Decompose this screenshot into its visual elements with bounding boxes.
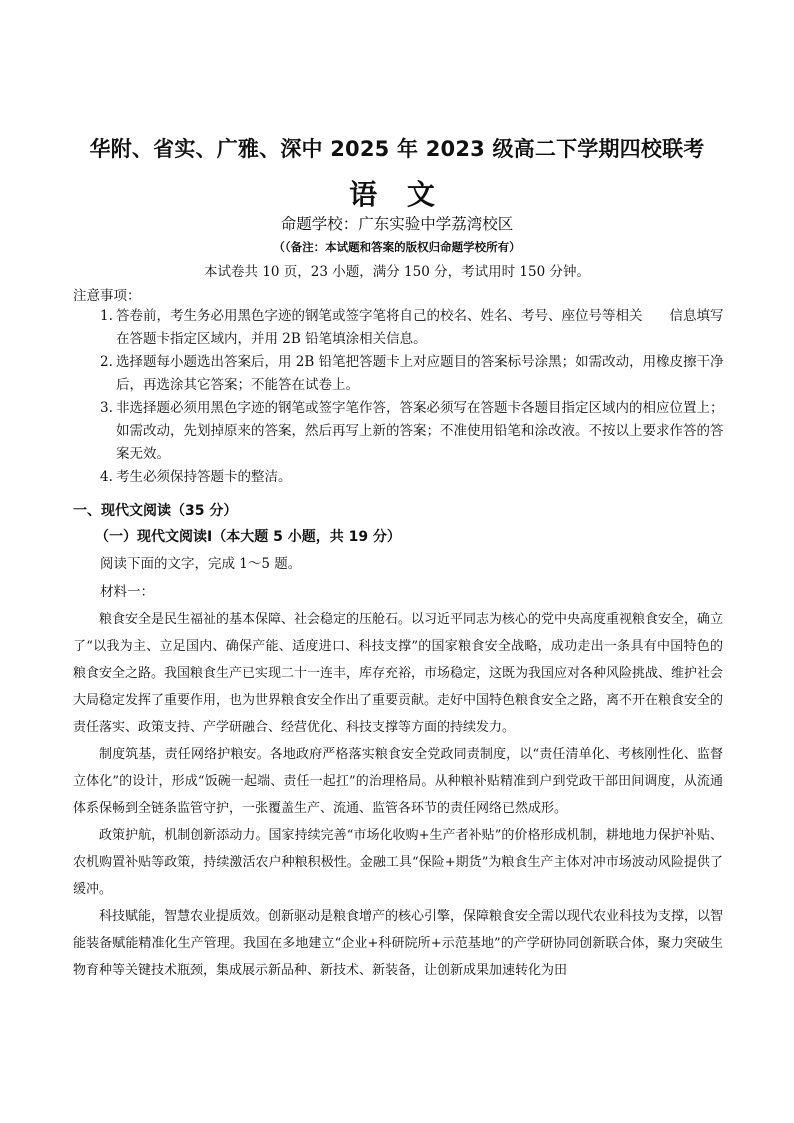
- section-heading: 一、现代文阅读（35 分）: [73, 503, 238, 519]
- body-paragraph: 制度筑基，责任网络护粮安。各地政府严格落实粮食安全党政同责制度，以“责任清单化、考核刚性化、监督立体化”的设计，形成“饭碗一起端、责任一起扛”的治理格局。从种粮补贴精准到户到党政干部田间调度，从流通体系保畅到全链条监管守护，一张覆盖生产、流通、监管各环节的责任网络已然成形。: [73, 747, 723, 816]
- notice-item-text: 非选择题必须用黑色字迹的钢笔或签字笔作答，答案必须写在答题卡各题目指定区域内的相应位置上；如需改动，先划掉原来的答案，然后再写上新的答案；不准使用铅笔和涂改液。不按以上要求作答的答案无效。: [116, 400, 724, 462]
- subject-title: 语 文: [349, 178, 445, 211]
- notice-item-text: 考生必须保持答题卡的整洁。: [116, 469, 292, 485]
- notice-item-number: 3.: [100, 400, 113, 416]
- material-body: [73, 606, 723, 984]
- notice-heading: 注意事项：: [73, 288, 141, 304]
- body-paragraph: 政策护航，机制创新添动力。国家持续完善“市场化收购+生产者补贴”的价格形成机制，耕地地力保护补贴、农机购置补贴等政策，持续激活农户种粮积极性。金融工具“保险+期货”为粮食生产主体对冲市场波动风险提供了缓冲。: [73, 828, 723, 897]
- body-paragraph: 科技赋能，智慧农业提质效。创新驱动是粮食增产的核心引擎，保障粮食安全需以现代农业科技为支撑，以智能装备赋能精准化生产管理。我国在多地建立“企业+科研院所+示范基地”的产学研协同创新联合体，聚力突破生物育种等关键技术瓶颈，集成展示新品种、新技术、新装备，让创新成果加速转化为田: [73, 909, 724, 978]
- exam-info: 本试卷共 10 页，23 小题，满分 150 分，考试用时 150 分钟。: [204, 264, 590, 280]
- notice-list: [100, 305, 730, 489]
- subsection-heading: （一）现代文阅读Ⅰ（本大题 5 小题，共 19 分）: [95, 529, 401, 545]
- notice-item: [100, 466, 730, 489]
- exam-title: 华附、省实、广雅、深中 2025 年 2023 级高二下学期四校联考: [89, 137, 705, 161]
- notice-item-number: 4.: [100, 469, 113, 485]
- notice-item-text: 答卷前，考生务必用黑色字迹的钢笔或签字笔将自己的校名、姓名、考号、座位号等相关 信息填写在答题卡指定区域内，并用 2B 铅笔填涂相关信息。: [116, 308, 724, 347]
- notice-item-text: 选择题每小题选出答案后，用 2B 铅笔把答题卡上对应题目的答案标号涂黑；如需改动，用橡皮擦干净后，再选涂其它答案；不能答在试卷上。: [116, 354, 724, 393]
- notice-item-number: 1.: [100, 308, 113, 324]
- setter-school: 命题学校：广东实验中学荔湾校区: [280, 215, 514, 233]
- reading-instruction: 阅读下面的文字，完成 1～5 题。: [100, 556, 302, 572]
- notice-item: [100, 351, 730, 397]
- copyright-note: （（备注：本试题和答案的版权归命题学校所有）: [273, 240, 521, 254]
- notice-item: [100, 397, 730, 466]
- material-label: 材料一：: [100, 584, 154, 600]
- notice-item-number: 2.: [100, 354, 113, 370]
- notice-item: [100, 305, 730, 351]
- body-paragraph: 粮食安全是民生福祉的基本保障、社会稳定的压舱石。以习近平同志为核心的党中央高度重视粮食安全，确立了“以我为主、立足国内、确保产能、适度进口、科技支撑”的国家粮食安全战略，成功走出一条具有中国特色的粮食安全之路。我国粮食生产已实现二十一连丰，库存充裕，市场稳定，这既为我国应对各种风险挑战、维护社会大局稳定发挥了重要作用，也为世界粮食安全作出了重要贡献。走好中国特色粮食安全之路，离不开在粮食安全的责任落实、政策支持、产学研融合、经营优化、科技支撑等方面的持续发力。: [73, 612, 724, 735]
